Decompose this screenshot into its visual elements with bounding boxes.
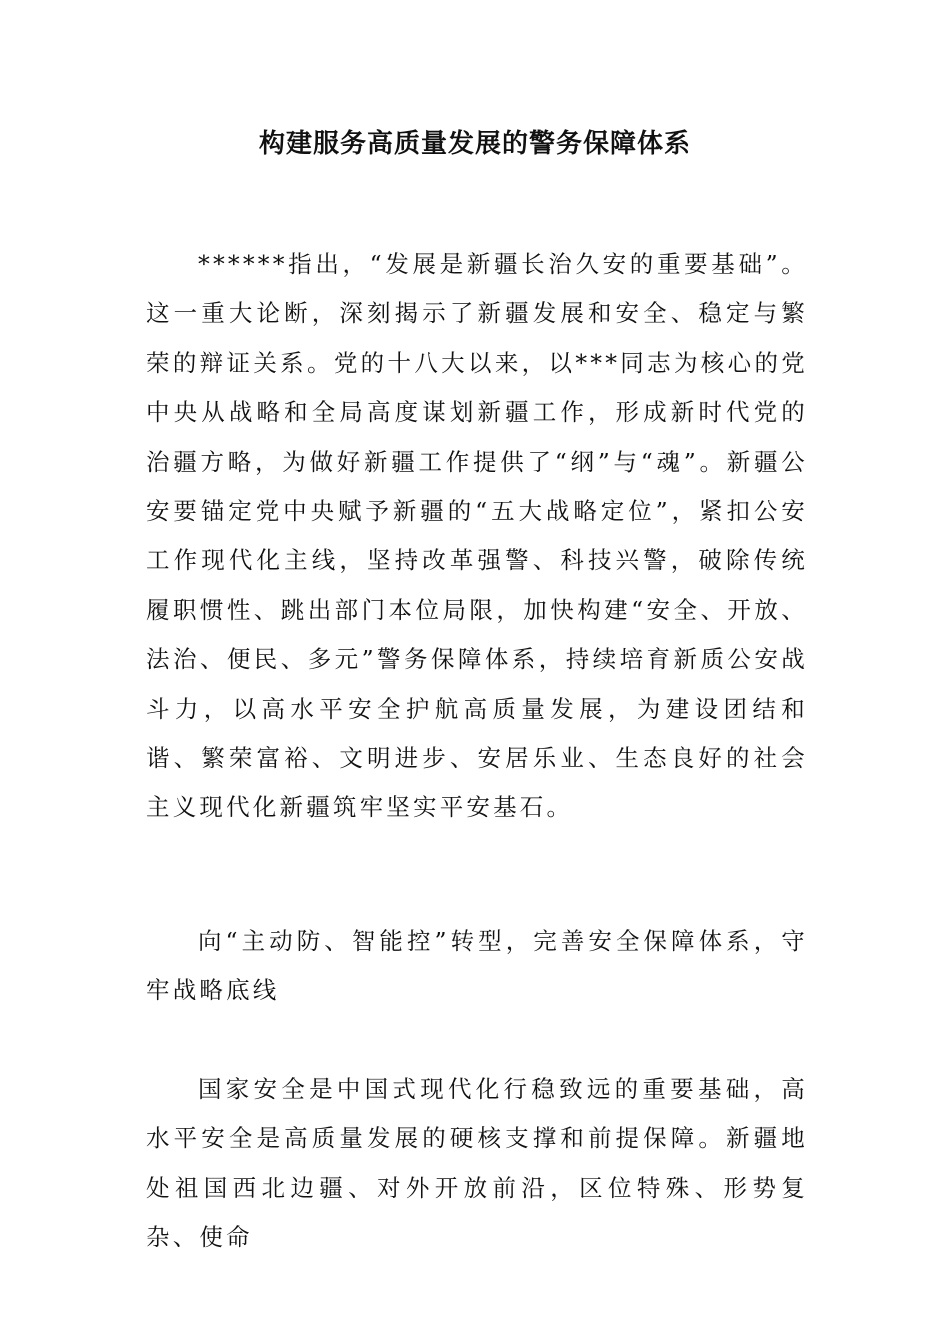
intro-paragraph: ******指出，“发展是新疆长治久安的重要基础”。这一重大论断，深刻揭示了新疆发展和安全、稳定与繁荣的辩证关系。党的十八大以来，以***同志为核心的党中央从战略和全局高度谋划新疆工作，形成新时代党的治疆方略，为做好新疆工作提供了“纲”与“魂”。新疆公安要锚定党中央赋予新疆的“五大战略定位”，紧扣公安工作现代化主线，坚持改革强警、科技兴警，破除传统履职惯性、跳出部门本位局限，加快构建“安全、开放、法治、便民、多元”警务保障体系，持续培育新质公安战斗力，以高水平安全护航高质量发展，为建设团结和谐、繁荣富裕、文明进步、安居乐业、生态良好的社会主义现代化新疆筑牢坚实平安基石。 [146,250,808,822]
document-title: 构建服务高质量发展的警务保障体系 [258,129,691,159]
section-heading-paragraph: 向“主动防、智能控”转型，完善安全保障体系，守牢战略底线 [146,927,808,1005]
security-paragraph: 国家安全是中国式现代化行稳致远的重要基础，高水平安全是高质量发展的硬核支撑和前提保障。新疆地处祖国西北边疆、对外开放前沿，区位特殊、形势复杂、使命 [146,1075,808,1252]
